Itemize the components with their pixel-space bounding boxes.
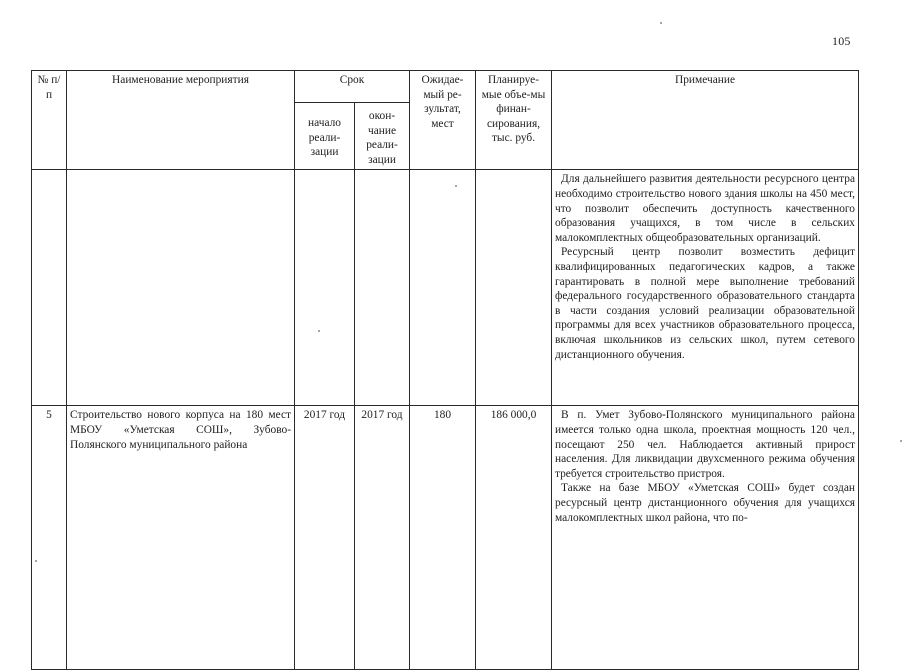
note-paragraph: Также на базе МБОУ «Уметская СОШ» будет создан ресурсный центр дистанционного обучения для учащихся малокомплектных школ района, что по- <box>555 482 855 524</box>
scan-speck <box>318 330 320 332</box>
expected-result: 180 <box>410 406 476 670</box>
table-row <box>32 170 859 406</box>
note-paragraph: В п. Умет Зубово-Полянского муниципального района имеется только одна школа, проектная мощность 120 чел., посещают 250 чел. Наблюдается активный прирост населения. Для ликвидации двухсменного режима обучения требуется строительство пристроя. <box>555 409 855 480</box>
header-note: Примечание <box>552 71 859 170</box>
header-funding: Планируе-мые объе-мы финан-сирования, тыс. руб. <box>476 71 552 170</box>
activities-table <box>31 70 859 670</box>
note-paragraph: Ресурсный центр позволит возместить дефицит квалифицированных педагогических кадров, а также гарантировать в полной мере выполнение требований федерального государственного образовательного стандарта в части создания условий реализации образовательной программы для всех участников образовательного процесса, включая школьников из сельских школ, путем сетевого дистанционного обучения. <box>555 246 855 361</box>
scan-speck <box>35 560 37 562</box>
header-name: Наименование мероприятия <box>67 71 295 170</box>
header-num: № п/п <box>32 71 67 170</box>
note-cell-row5 <box>552 406 859 670</box>
note-paragraph: Для дальнейшего развития деятельности ресурсного центра необходимо строительство нового здания школы на 450 мест, что позволит обеспечить доступность качественного образования учащихся, в том числе в сельских малокомплектных общеобразовательных организаций. <box>555 173 855 244</box>
scan-speck <box>455 185 457 187</box>
note-cell-continued <box>552 170 859 406</box>
start-year: 2017 год <box>295 406 355 670</box>
header-result: Ожидае-мый ре-зультат, мест <box>410 71 476 170</box>
funding-amount: 186 000,0 <box>476 406 552 670</box>
end-year: 2017 год <box>355 406 410 670</box>
header-end: окон-чание реали-зации <box>355 103 410 170</box>
scan-speck <box>900 440 902 442</box>
table-row <box>32 406 859 670</box>
header-start: начало реали-зации <box>295 103 355 170</box>
row-number: 5 <box>32 406 67 670</box>
activity-name: Строительство нового корпуса на 180 мест МБОУ «Уметская СОШ», Зубово-Полянского муниципального района <box>67 406 295 670</box>
header-term: Срок <box>295 71 410 103</box>
page-number: 105 <box>832 34 851 48</box>
scan-speck <box>660 22 662 24</box>
